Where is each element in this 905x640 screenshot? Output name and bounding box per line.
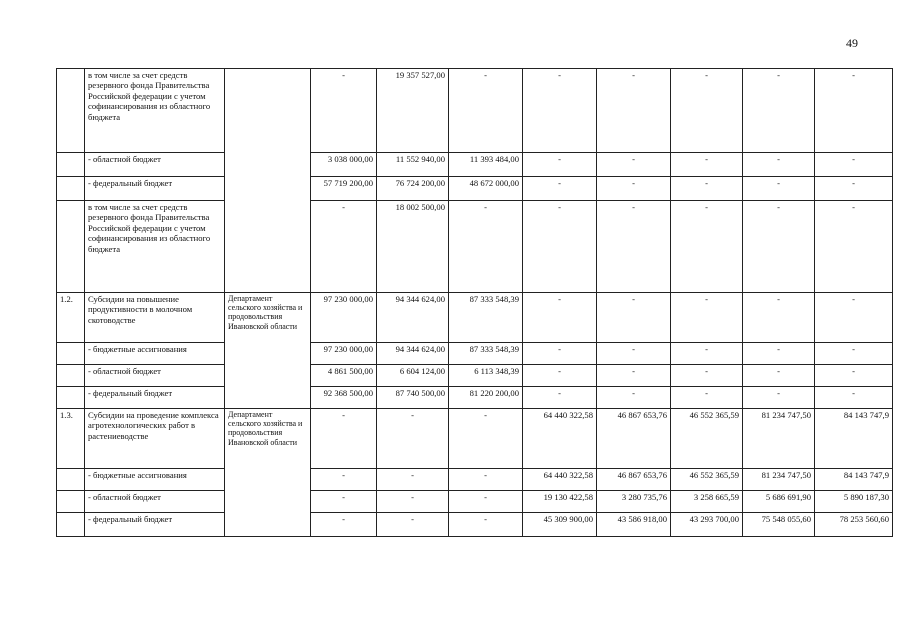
row-name-cell: - бюджетные ассигнования — [85, 343, 225, 365]
row-number-cell — [57, 201, 85, 293]
value-cell: 78 253 560,60 — [815, 513, 893, 537]
value-cell: - — [743, 387, 815, 409]
value-cell: 94 344 624,00 — [377, 343, 449, 365]
table-row — [57, 153, 893, 177]
value-cell: - — [523, 343, 597, 365]
table-row — [57, 409, 893, 469]
value-cell: - — [671, 387, 743, 409]
value-cell: 94 344 624,00 — [377, 293, 449, 343]
table-row — [57, 201, 893, 293]
value-cell: 84 143 747,9 — [815, 469, 893, 491]
value-cell: 4 861 500,00 — [311, 365, 377, 387]
value-cell: - — [377, 513, 449, 537]
value-cell: - — [815, 387, 893, 409]
value-cell: 64 440 322,58 — [523, 469, 597, 491]
value-cell: 64 440 322,58 — [523, 409, 597, 469]
value-cell: 87 333 548,39 — [449, 343, 523, 365]
value-cell: 48 672 000,00 — [449, 177, 523, 201]
value-cell: 3 038 000,00 — [311, 153, 377, 177]
value-cell: 45 309 900,00 — [523, 513, 597, 537]
value-cell: - — [449, 201, 523, 293]
value-cell: 46 867 653,76 — [597, 469, 671, 491]
value-cell: - — [311, 69, 377, 153]
value-cell: 76 724 200,00 — [377, 177, 449, 201]
value-cell: - — [743, 343, 815, 365]
value-cell: - — [449, 491, 523, 513]
value-cell: 5 686 691,90 — [743, 491, 815, 513]
row-number-cell — [57, 69, 85, 153]
value-cell: 19 130 422,58 — [523, 491, 597, 513]
value-cell: - — [597, 201, 671, 293]
value-cell: - — [743, 293, 815, 343]
value-cell: - — [815, 69, 893, 153]
value-cell: 19 357 527,00 — [377, 69, 449, 153]
value-cell: 92 368 500,00 — [311, 387, 377, 409]
row-name-cell: - областной бюджет — [85, 491, 225, 513]
value-cell: - — [523, 293, 597, 343]
value-cell: - — [815, 293, 893, 343]
table-row — [57, 177, 893, 201]
row-name-cell: - федеральный бюджет — [85, 177, 225, 201]
table-row — [57, 491, 893, 513]
table-row — [57, 387, 893, 409]
value-cell: - — [523, 177, 597, 201]
row-number-cell: 1.2. — [57, 293, 85, 343]
value-cell: 46 552 365,59 — [671, 409, 743, 469]
value-cell: 43 586 918,00 — [597, 513, 671, 537]
value-cell: 11 393 484,00 — [449, 153, 523, 177]
value-cell: - — [597, 69, 671, 153]
value-cell: - — [743, 177, 815, 201]
row-name-cell: в том числе за счет средств резервного фонда Правительства Российской федерации с учетом софинансирования из областного бюджета — [85, 69, 225, 153]
row-number-cell — [57, 387, 85, 409]
value-cell: 57 719 200,00 — [311, 177, 377, 201]
value-cell: - — [449, 469, 523, 491]
value-cell: 6 113 348,39 — [449, 365, 523, 387]
value-cell: 84 143 747,9 — [815, 409, 893, 469]
table-row — [57, 513, 893, 537]
value-cell: - — [523, 365, 597, 387]
value-cell: - — [449, 513, 523, 537]
value-cell: - — [671, 177, 743, 201]
page-number: 49 — [846, 36, 858, 50]
value-cell: - — [743, 69, 815, 153]
value-cell: 18 002 500,00 — [377, 201, 449, 293]
value-cell: - — [597, 387, 671, 409]
value-cell: - — [311, 491, 377, 513]
row-number-cell: 1.3. — [57, 409, 85, 469]
row-name-cell: - бюджетные ассигнования — [85, 469, 225, 491]
table-row — [57, 365, 893, 387]
value-cell: 97 230 000,00 — [311, 343, 377, 365]
value-cell: - — [311, 201, 377, 293]
value-cell: - — [671, 343, 743, 365]
row-number-cell — [57, 513, 85, 537]
table-row — [57, 343, 893, 365]
row-name-cell: - областной бюджет — [85, 365, 225, 387]
value-cell: - — [523, 153, 597, 177]
value-cell: - — [377, 409, 449, 469]
value-cell: - — [671, 69, 743, 153]
value-cell: - — [377, 469, 449, 491]
value-cell: 81 234 747,50 — [743, 469, 815, 491]
row-name-cell: - федеральный бюджет — [85, 513, 225, 537]
row-name-cell: - федеральный бюджет — [85, 387, 225, 409]
row-name-cell: Субсидии на повышение продуктивности в молочном скотоводстве — [85, 293, 225, 343]
row-number-cell — [57, 153, 85, 177]
table-row — [57, 293, 893, 343]
value-cell: - — [311, 513, 377, 537]
value-cell: 46 867 653,76 — [597, 409, 671, 469]
executor-cell: Департамент сельского хозяйства и продовольствия Ивановской области — [225, 409, 311, 537]
value-cell: - — [597, 293, 671, 343]
value-cell: - — [597, 177, 671, 201]
value-cell: - — [743, 365, 815, 387]
value-cell: 3 280 735,76 — [597, 491, 671, 513]
budget-table — [56, 68, 893, 537]
value-cell: - — [815, 153, 893, 177]
row-name-cell: - областной бюджет — [85, 153, 225, 177]
value-cell: 6 604 124,00 — [377, 365, 449, 387]
value-cell: - — [815, 343, 893, 365]
value-cell: - — [597, 365, 671, 387]
value-cell: - — [671, 153, 743, 177]
row-name-cell: Субсидии на проведение комплекса агротехнологических работ в растениеводстве — [85, 409, 225, 469]
value-cell: - — [523, 201, 597, 293]
value-cell: 87 740 500,00 — [377, 387, 449, 409]
row-number-cell — [57, 343, 85, 365]
value-cell: - — [671, 293, 743, 343]
value-cell: - — [449, 409, 523, 469]
value-cell: - — [311, 469, 377, 491]
executor-cell — [225, 69, 311, 293]
value-cell: - — [743, 201, 815, 293]
row-name-cell: в том числе за счет средств резервного фонда Правительства Российской федерации с учетом софинансирования из областного бюджета — [85, 201, 225, 293]
value-cell: 43 293 700,00 — [671, 513, 743, 537]
table-row — [57, 69, 893, 153]
value-cell: 3 258 665,59 — [671, 491, 743, 513]
value-cell: - — [671, 365, 743, 387]
value-cell: 87 333 548,39 — [449, 293, 523, 343]
value-cell: 75 548 055,60 — [743, 513, 815, 537]
value-cell: - — [743, 153, 815, 177]
value-cell: - — [597, 343, 671, 365]
value-cell: - — [523, 69, 597, 153]
value-cell: - — [311, 409, 377, 469]
executor-cell: Департамент сельского хозяйства и продовольствия Ивановской области — [225, 293, 311, 409]
value-cell: - — [815, 365, 893, 387]
value-cell: 97 230 000,00 — [311, 293, 377, 343]
value-cell: - — [815, 201, 893, 293]
value-cell: - — [523, 387, 597, 409]
value-cell: 11 552 940,00 — [377, 153, 449, 177]
row-number-cell — [57, 469, 85, 491]
value-cell: 81 234 747,50 — [743, 409, 815, 469]
row-number-cell — [57, 177, 85, 201]
table-row — [57, 469, 893, 491]
value-cell: - — [449, 69, 523, 153]
row-number-cell — [57, 365, 85, 387]
value-cell: 46 552 365,59 — [671, 469, 743, 491]
value-cell: - — [377, 491, 449, 513]
value-cell: - — [815, 177, 893, 201]
value-cell: 81 220 200,00 — [449, 387, 523, 409]
value-cell: 5 890 187,30 — [815, 491, 893, 513]
value-cell: - — [671, 201, 743, 293]
row-number-cell — [57, 491, 85, 513]
value-cell: - — [597, 153, 671, 177]
